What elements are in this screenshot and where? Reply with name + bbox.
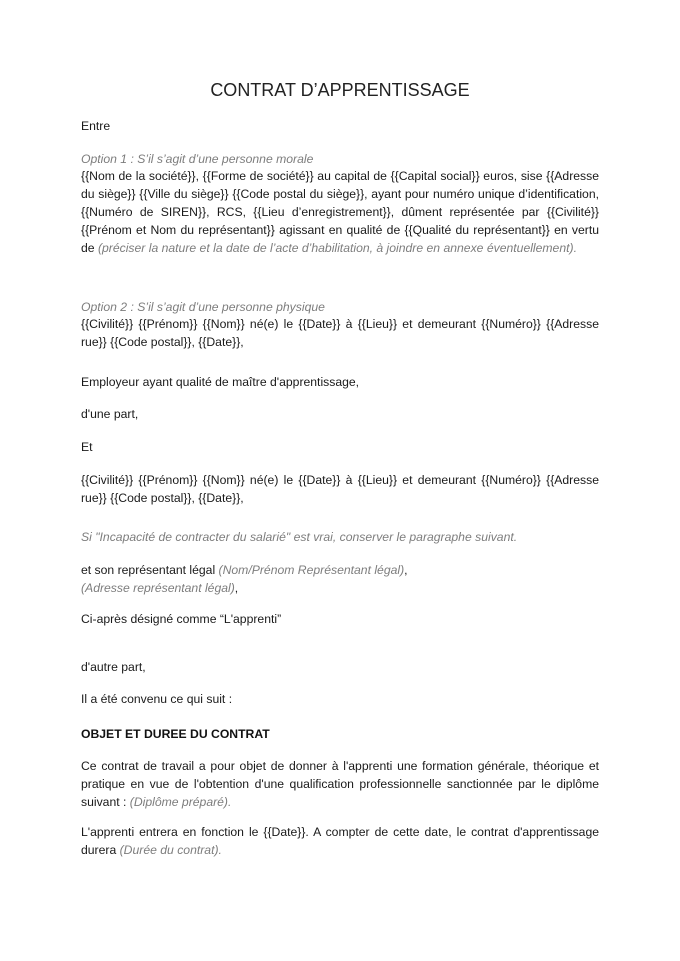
representant-address-note: (Adresse représentant légal) <box>81 581 235 595</box>
representant-comma-2: , <box>234 581 239 595</box>
dune-part-line: d'une part, <box>81 407 139 421</box>
representant-paragraph <box>81 561 599 597</box>
option2-paragraph: {{Civilité}} {{Prénom}} {{Nom}} né(e) le {{Date}} à {{Lieu}} et demeurant {{Numéro}} {{Adresse rue}} {{Code postal}}, {{Date}}, <box>81 317 599 349</box>
option2-label: Option 2 : S’il s’agit d’une personne physique <box>81 300 325 314</box>
objet-paragraph <box>81 757 599 811</box>
entre-label: Entre <box>81 119 111 133</box>
option1-label: Option 1 : S’il s’agit d’une personne morale <box>81 152 314 166</box>
employeur-line: Employeur ayant qualité de maître d'apprentissage, <box>81 375 360 389</box>
et-line: Et <box>81 440 93 454</box>
apprenti-identity-paragraph: {{Civilité}} {{Prénom}} {{Nom}} né(e) le {{Date}} à {{Lieu}} et demeurant {{Numéro}} {{Adresse rue}} {{Code postal}}, {{Date}}, <box>81 473 599 505</box>
option1-note: (préciser la nature et la date de l’acte d’habilitation, à joindre en annexe éventuellement). <box>97 241 577 255</box>
option1-text: {{Nom de la société}}, {{Forme de société}} au capital de {{Capital social}} euros, sise {{Adresse du siège}} {{Ville du siège}} {{Code postal du siège}}, ayant pour numéro unique d’identification, {{Numéro de SIREN}}, RCS, {{Lieu d’enregistrement}}, dûment représentée par {{Civilité}} {{Prénom et Nom du représentant}} agissant en qualité de {{Qualité du représentant}} en vertu de <box>81 169 599 255</box>
condition-note: Si "Incapacité de contracter du salarié" est vrai, conserver le paragraphe suivant. <box>81 530 518 544</box>
section-heading: OBJET ET DUREE DU CONTRAT <box>81 727 270 741</box>
representant-name-note: (Nom/Prénom Représentant légal) <box>218 563 405 577</box>
objet-note: (Diplôme préparé). <box>129 795 232 809</box>
option1-paragraph <box>81 167 599 257</box>
convenu-line: Il a été convenu ce qui suit : <box>81 692 233 706</box>
designe-line: Ci-après désigné comme “L'apprenti” <box>81 612 282 626</box>
duree-text: L'apprenti entrera en fonction le {{Date}}. A compter de cette date, le contrat d'apprentissage durera <box>81 825 599 857</box>
objet-text: Ce contrat de travail a pour objet de donner à l'apprenti une formation générale, théorique et pratique en vue de l'obtention d'une qualification professionnelle sanctionnée par le diplôme suivant : <box>81 759 599 809</box>
representant-text: et son représentant légal <box>81 563 216 577</box>
dautre-part-line: d'autre part, <box>81 660 146 674</box>
duree-note: (Durée du contrat). <box>119 843 222 857</box>
duree-paragraph <box>81 823 599 859</box>
representant-comma-1: , <box>404 563 408 577</box>
page-title: CONTRAT D’APPRENTISSAGE <box>210 80 470 100</box>
